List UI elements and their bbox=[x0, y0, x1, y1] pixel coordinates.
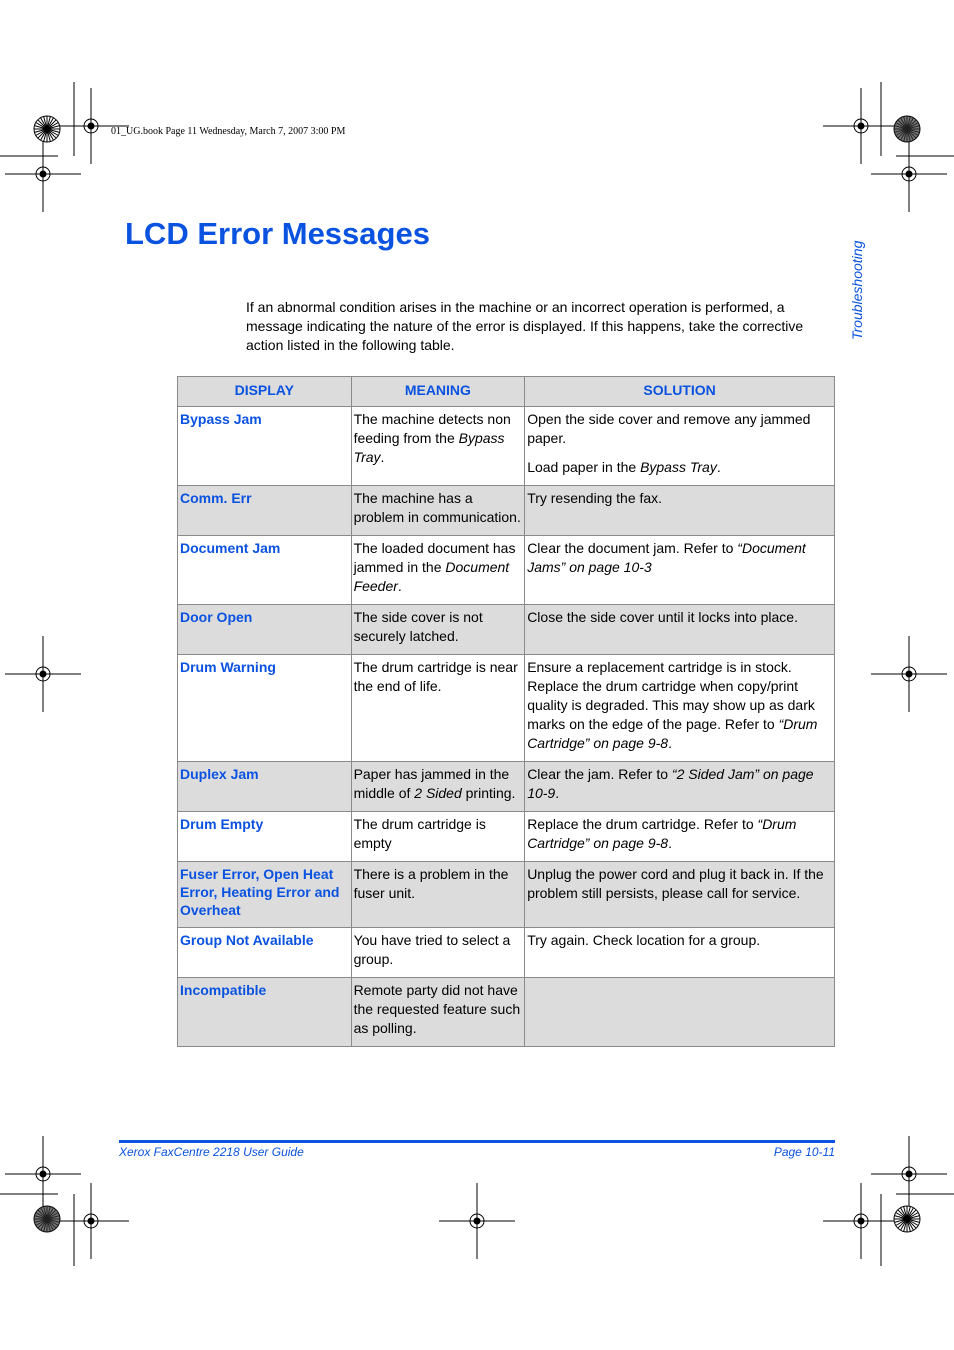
cell-meaning: The drum cartridge is empty bbox=[351, 812, 525, 862]
cell-solution bbox=[525, 928, 835, 978]
table-row bbox=[178, 605, 835, 655]
table-row bbox=[178, 978, 835, 1047]
table-body bbox=[178, 407, 835, 1047]
cell-display: Drum Empty bbox=[178, 812, 352, 862]
cell-meaning: Paper has jammed in the middle of 2 Sided printing. bbox=[351, 762, 525, 812]
cell-display: Door Open bbox=[178, 605, 352, 655]
cell-meaning: The drum cartridge is near the end of life. bbox=[351, 655, 525, 762]
cell-meaning: The machine has a problem in communication. bbox=[351, 486, 525, 536]
table-row bbox=[178, 407, 835, 486]
table-row bbox=[178, 486, 835, 536]
cell-display: Bypass Jam bbox=[178, 407, 352, 486]
cell-solution bbox=[525, 978, 835, 1047]
cell-solution bbox=[525, 655, 835, 762]
cell-solution bbox=[525, 407, 835, 486]
table-row bbox=[178, 655, 835, 762]
table-row bbox=[178, 536, 835, 605]
table-row bbox=[178, 862, 835, 928]
solution-paragraph: Clear the document jam. Refer to “Document Jams” on page 10-3 bbox=[527, 540, 806, 575]
table-row bbox=[178, 928, 835, 978]
solution-paragraph: Try again. Check location for a group. bbox=[527, 932, 761, 948]
solution-paragraph: Load paper in the Bypass Tray. bbox=[527, 459, 721, 475]
table-row bbox=[178, 812, 835, 862]
cell-meaning: The loaded document has jammed in the Document Feeder. bbox=[351, 536, 525, 605]
solution-paragraph: Ensure a replacement cartridge is in stock. Replace the drum cartridge when copy/print quality is degraded. This may show up as dark marks on the edge of the page. Refer to “Drum Cartridge” on page 9-8. bbox=[527, 659, 818, 751]
cell-meaning: There is a problem in the fuser unit. bbox=[351, 862, 525, 928]
footer-rule bbox=[119, 1140, 835, 1143]
table-header-row bbox=[178, 377, 835, 407]
cell-solution bbox=[525, 862, 835, 928]
cell-display: Drum Warning bbox=[178, 655, 352, 762]
cell-meaning: The side cover is not securely latched. bbox=[351, 605, 525, 655]
cell-solution bbox=[525, 762, 835, 812]
solution-paragraph: Close the side cover until it locks into place. bbox=[527, 609, 798, 625]
cell-solution bbox=[525, 812, 835, 862]
header-solution: SOLUTION bbox=[525, 377, 835, 407]
cell-meaning: Remote party did not have the requested feature such as polling. bbox=[351, 978, 525, 1047]
table-row bbox=[178, 762, 835, 812]
footer-guide-title: Xerox FaxCentre 2218 User Guide bbox=[119, 1145, 304, 1159]
solution-paragraph: Replace the drum cartridge. Refer to “Drum Cartridge” on page 9-8. bbox=[527, 816, 797, 851]
section-side-tab: Troubleshooting bbox=[849, 240, 865, 340]
cell-solution bbox=[525, 605, 835, 655]
cell-meaning: The machine detects non feeding from the Bypass Tray. bbox=[351, 407, 525, 486]
cell-display: Comm. Err bbox=[178, 486, 352, 536]
cell-meaning: You have tried to select a group. bbox=[351, 928, 525, 978]
cell-solution bbox=[525, 486, 835, 536]
cell-display: Document Jam bbox=[178, 536, 352, 605]
footer-page-number: Page 10-11 bbox=[773, 1145, 835, 1159]
print-header: 01_UG.book Page 11 Wednesday, March 7, 2007 3:00 PM bbox=[111, 126, 346, 137]
header-meaning: MEANING bbox=[351, 377, 525, 407]
header-display: DISPLAY bbox=[178, 377, 352, 407]
solution-paragraph: Unplug the power cord and plug it back in. If the problem still persists, please call for service. bbox=[527, 866, 824, 901]
cell-display: Incompatible bbox=[178, 978, 352, 1047]
error-messages-table bbox=[177, 376, 835, 1047]
cell-display: Group Not Available bbox=[178, 928, 352, 978]
cell-solution bbox=[525, 536, 835, 605]
cell-display: Fuser Error, Open Heat Error, Heating Error and Overheat bbox=[178, 862, 352, 928]
page-title: LCD Error Messages bbox=[125, 216, 430, 251]
solution-paragraph: Open the side cover and remove any jammed paper. bbox=[527, 411, 811, 446]
solution-paragraph: Try resending the fax. bbox=[527, 490, 663, 506]
solution-paragraph: Clear the jam. Refer to “2 Sided Jam” on page 10-9. bbox=[527, 766, 814, 801]
cell-display: Duplex Jam bbox=[178, 762, 352, 812]
intro-paragraph: If an abnormal condition arises in the machine or an incorrect operation is performed, a message indicating the nature of the error is displayed. If this happens, take the corrective action listed in the following table. bbox=[246, 299, 804, 353]
